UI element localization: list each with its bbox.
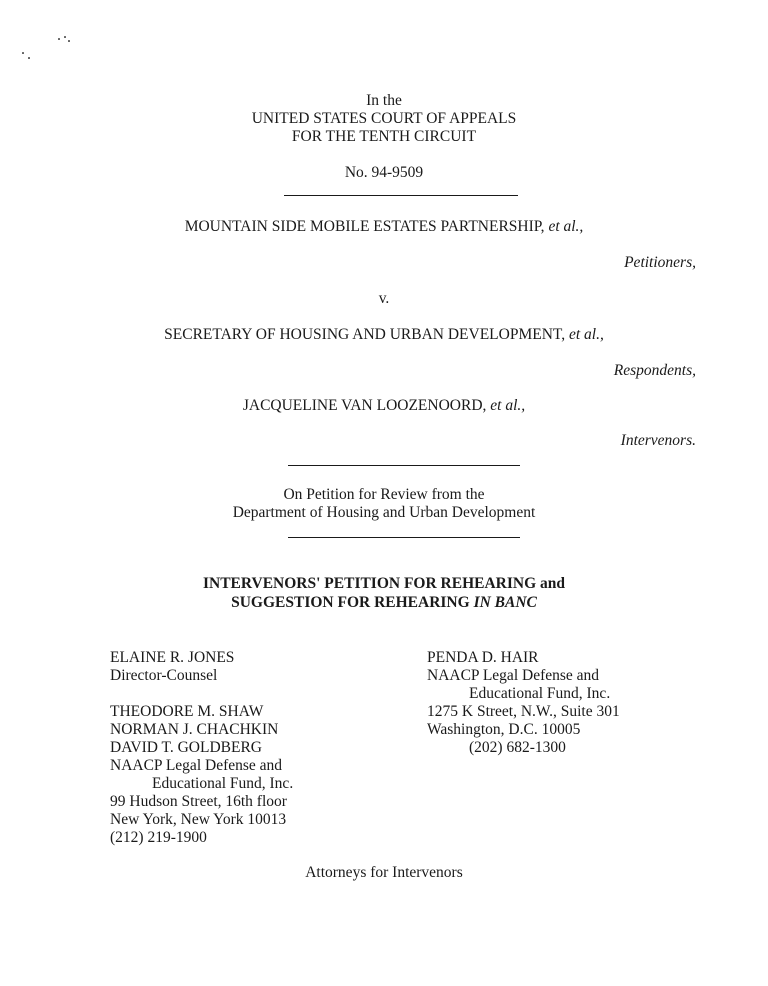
counsel-name: THEODORE M. SHAW	[110, 703, 264, 720]
court-line-1: In the	[366, 92, 402, 109]
review-line-1: On Petition for Review from the	[283, 486, 485, 503]
versus: v.	[378, 290, 390, 307]
address-line: New York, New York 10013	[110, 811, 287, 828]
document-title-line-1: INTERVENORS' PETITION FOR REHEARING and	[202, 575, 566, 592]
left-counsel-block	[110, 649, 293, 847]
intervenor-et-al: et al.,	[490, 397, 526, 414]
case-number: No. 94-9509	[344, 164, 424, 181]
respondent-role: Respondents,	[613, 362, 696, 379]
scan-speck	[68, 40, 70, 42]
right-counsel-block	[427, 649, 620, 757]
phone: (212) 219-1900	[110, 829, 207, 846]
court-name: UNITED STATES COURT OF APPEALS	[251, 110, 517, 127]
divider-rule	[288, 465, 520, 466]
document-title-in-banc: IN BANC	[473, 594, 537, 611]
review-line-2: Department of Housing and Urban Development	[232, 504, 536, 521]
attorneys-for: Attorneys for Intervenors	[305, 864, 463, 881]
intervenor-caption	[0, 397, 768, 415]
address-line: Washington, D.C. 10005	[427, 721, 581, 738]
document-title-line-2	[0, 594, 768, 612]
phone: (202) 682-1300	[469, 739, 566, 756]
respondent-caption	[0, 326, 768, 344]
counsel-name: PENDA D. HAIR	[427, 649, 539, 666]
scan-speck	[28, 57, 30, 59]
petitioner-caption	[0, 218, 768, 236]
petitioner-et-al: et al.,	[548, 218, 584, 235]
counsel-name: NORMAN J. CHACHKIN	[110, 721, 279, 738]
counsel-name: DAVID T. GOLDBERG	[110, 739, 262, 756]
respondent-et-al: et al.,	[568, 326, 604, 343]
divider-rule	[284, 195, 518, 196]
scan-speck	[58, 38, 60, 40]
org-line: Educational Fund, Inc.	[469, 685, 611, 702]
court-circuit: FOR THE TENTH CIRCUIT	[291, 128, 477, 145]
counsel-name: ELAINE R. JONES	[110, 649, 235, 666]
respondent-name: SECRETARY OF HOUSING AND URBAN DEVELOPMENT,	[164, 326, 566, 343]
intervenor-name: JACQUELINE VAN LOOZENOORD,	[242, 397, 487, 414]
scan-speck	[64, 36, 66, 38]
address-line: 99 Hudson Street, 16th floor	[110, 793, 287, 810]
org-line: NAACP Legal Defense and	[110, 757, 283, 774]
petitioner-role: Petitioners,	[624, 254, 696, 271]
divider-rule	[288, 537, 520, 538]
org-line: NAACP Legal Defense and	[427, 667, 600, 684]
counsel-title: Director-Counsel	[110, 667, 218, 684]
intervenor-role: Intervenors.	[620, 432, 696, 449]
org-line: Educational Fund, Inc.	[152, 775, 294, 792]
petitioner-name: MOUNTAIN SIDE MOBILE ESTATES PARTNERSHIP,	[184, 218, 545, 235]
address-line: 1275 K Street, N.W., Suite 301	[427, 703, 620, 720]
document-title-prefix: SUGGESTION FOR REHEARING	[231, 594, 470, 611]
scan-speck	[22, 52, 24, 54]
